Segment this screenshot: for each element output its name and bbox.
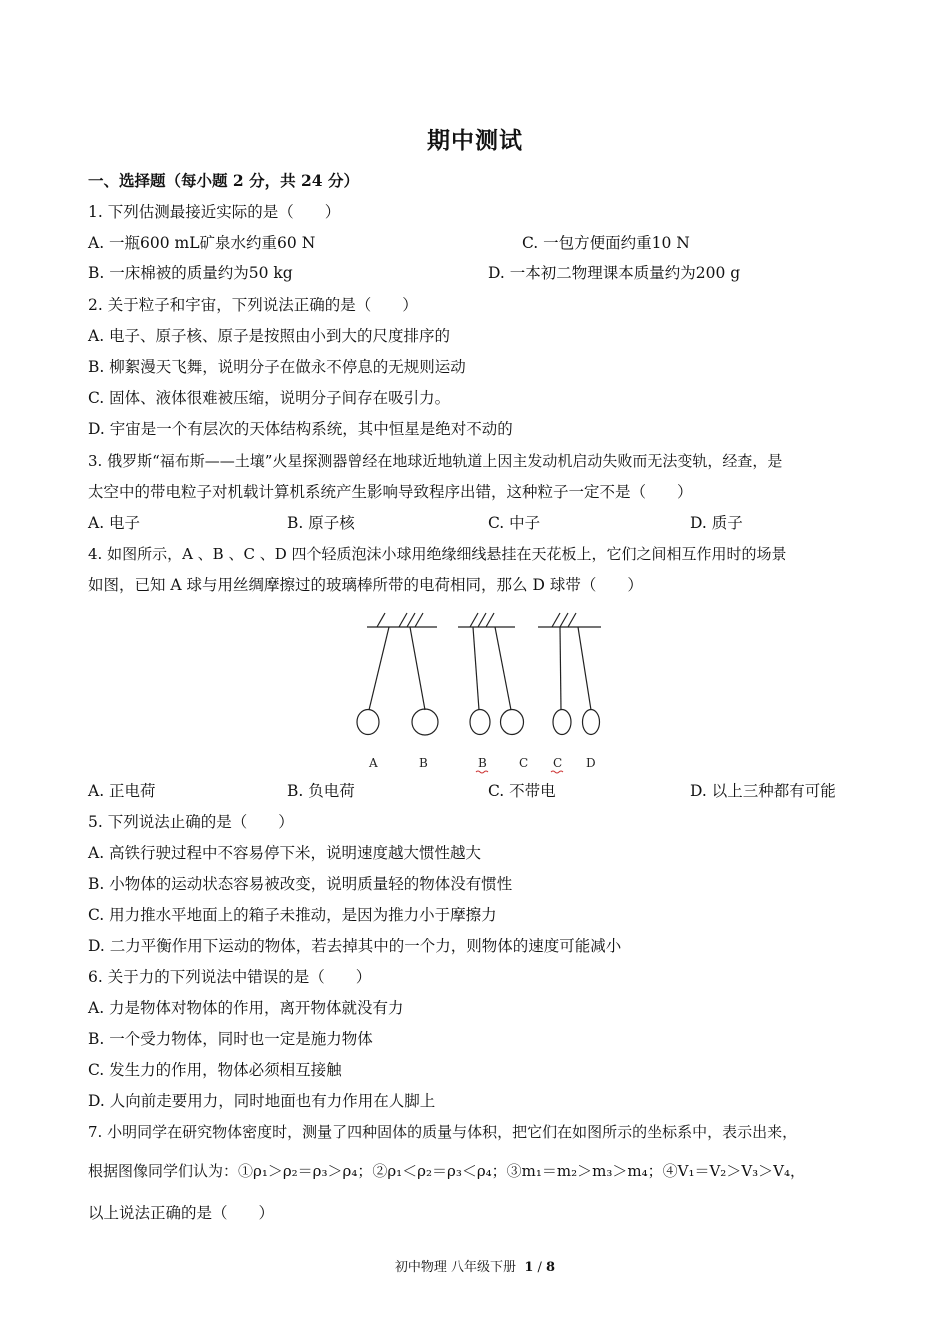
- figure-label-b2: B: [478, 756, 487, 770]
- figure-label-b: B: [419, 756, 428, 770]
- question-3-option-d: D. 质子: [690, 514, 743, 532]
- question-4-option-b: B. 负电荷: [287, 782, 355, 800]
- question-1-stem: 1. 下列估测最接近实际的是（ ）: [88, 203, 341, 221]
- question-3-stem-line1: 3. 俄罗斯“福布斯——土壤”火星探测器曾经在地球近地轨道上因主发动机启动失败而无法变轨，经查，是: [88, 452, 783, 470]
- question-4-option-d: D. 以上三种都有可能: [690, 782, 836, 800]
- question-5-stem: 5. 下列说法止确的是（ ）: [88, 813, 294, 831]
- question-2-option-c: C. 固体、液体很难被压缩，说明分子间存在吸引力。: [88, 389, 451, 407]
- question-7-item-1: ①ρ₁＞ρ₂＝ρ₃＞ρ₄；: [238, 1162, 373, 1180]
- page-number: 1: [524, 1260, 534, 1275]
- question-3-option-c: C. 中子: [488, 514, 541, 532]
- question-1-option-b: B. 一床棉被的质量约为50 kg: [88, 264, 293, 282]
- page-title: 期中测试: [427, 127, 523, 154]
- question-2-stem: 2. 关于粒子和宇宙，下列说法正确的是（ ）: [88, 296, 418, 314]
- question-7-item-2: ②ρ₁＜ρ₂＝ρ₃＜ρ₄；: [372, 1162, 507, 1180]
- figure-label-d: D: [586, 756, 596, 770]
- question-4-option-c: C. 不带电: [488, 782, 556, 800]
- question-6-option-b: B. 一个受力物体，同时也一定是施力物体: [88, 1030, 373, 1048]
- question-4-option-a: A. 正电荷: [88, 782, 156, 800]
- question-6-option-d: D. 人向前走要用力，同时地面也有力作用在人脚上: [88, 1092, 436, 1110]
- figure-label-c2: C: [553, 756, 563, 770]
- question-1-option-c: C. 一包方便面约重10 N: [522, 234, 690, 252]
- question-6-option-c: C. 发生力的作用，物体必须相互接触: [88, 1061, 342, 1079]
- question-6-option-a: A. 力是物体对物体的作用，离开物体就没有力: [88, 999, 404, 1017]
- question-4-stem-line2: 如图，已知 A 球与用丝绸摩擦过的玻璃棒所带的电荷相同，那么 D 球带（ ）: [88, 576, 643, 594]
- section-heading: 一、选择题（每小题 2 分，共 24 分）: [88, 171, 359, 190]
- question-2-option-d: D. 宇宙是一个有层次的天体结构系统，其中恒星是绝对不动的: [88, 420, 513, 438]
- page-footer: [0, 1256, 950, 1275]
- question-3-option-a: A. 电子: [88, 514, 141, 532]
- page-separator: /: [537, 1260, 542, 1275]
- question-1-option-d: D. 一本初二物理课本质量约为200 g: [488, 264, 741, 282]
- figure-label-c: C: [519, 756, 529, 770]
- question-7-stem-line1: 7. 小明同学在研究物体密度时，测量了四种固体的质量与体积，把它们在如图所示的坐标系中，表示出来，: [88, 1123, 798, 1141]
- page-total: 8: [546, 1260, 556, 1275]
- question-4-stem-line1: 4. 如图所示，A 、B 、C 、D 四个轻质泡沫小球用绝缘细线悬挂在天花板上，它们之间相互作用时的场景: [88, 545, 787, 563]
- question-3-option-b: B. 原子核: [287, 514, 355, 532]
- charged-balls-figure: [355, 605, 615, 775]
- question-7-item-3: ③m₁＝m₂＞m₃＞m₄；: [506, 1162, 663, 1180]
- question-5-option-d: D. 二力平衡作用下运动的物体，若去掉其中的一个力，则物体的速度可能减小: [88, 937, 622, 955]
- question-1-option-a: A. 一瓶600 mL矿泉水约重60 N: [88, 234, 316, 252]
- question-5-option-c: C. 用力推水平地面上的箱子未推动，是因为推力小于摩擦力: [88, 906, 497, 924]
- question-7-stem-line2: [88, 1160, 805, 1182]
- question-2-option-a: A. 电子、原子核、原子是按照由小到大的尺度排序的: [88, 327, 451, 345]
- question-7-stem-line3: 以上说法正确的是（ ）: [88, 1204, 275, 1222]
- question-5-option-b: B. 小物体的运动状态容易被改变，说明质量轻的物体没有惯性: [88, 875, 513, 893]
- footer-text: 初中物理 八年级下册: [394, 1260, 517, 1275]
- question-2-option-b: B. 柳絮漫天飞舞，说明分子在做永不停息的无规则运动: [88, 358, 466, 376]
- question-7-item-4: ④V₁＝V₂＞V₃＞V₄，: [662, 1162, 806, 1180]
- question-7-prefix: 根据图像同学们认为：: [88, 1162, 239, 1180]
- question-5-option-a: A. 高铁行驶过程中不容易停下米，说明速度越大惯性越大: [88, 844, 482, 862]
- question-3-stem-line2: 太空中的带电粒子对机载计算机系统产生影响导致程序出错，这种粒子一定不是（ ）: [88, 483, 693, 501]
- figure-label-a: A: [369, 756, 378, 770]
- question-6-stem: 6. 关于力的下列说法中错误的是（ ）: [88, 968, 372, 986]
